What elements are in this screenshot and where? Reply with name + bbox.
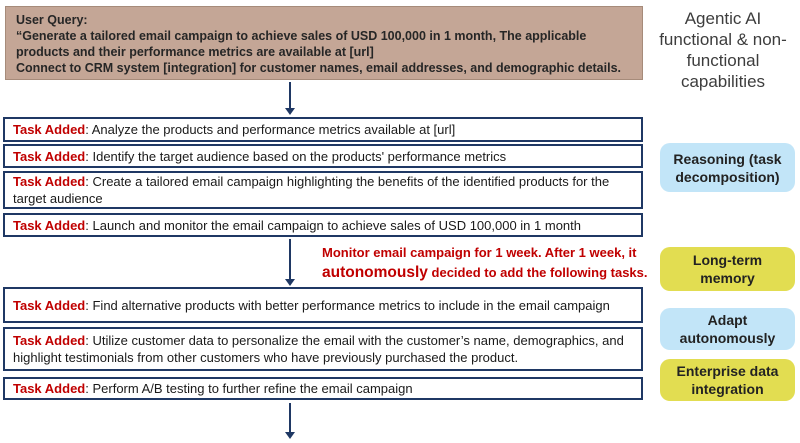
task-added-label: Task Added xyxy=(13,297,86,313)
task-added-label: Task Added xyxy=(13,381,86,396)
task-added-label: Task Added xyxy=(13,174,86,189)
task-separator: : xyxy=(85,148,93,164)
task-text: Analyze the products and performance metrics available at [url] xyxy=(91,122,456,137)
annotation-bold-word: autonomously xyxy=(322,264,428,281)
task-text: Identify the target audience based on the products' performance metrics xyxy=(92,148,507,164)
task-text: Utilize customer data to personalize the email with the customer’s name, demographics, and highlight testimonials from other customers who have previously purchased the product. xyxy=(13,333,624,365)
arrow-head xyxy=(285,432,295,439)
task-separator: : xyxy=(85,174,93,189)
annotation-line1: Monitor email campaign for 1 week. After 1 week, it xyxy=(322,245,637,260)
annotation-line2-rest: decided to add the following tasks. xyxy=(427,265,648,280)
task-box-4 xyxy=(3,213,643,237)
flow-arrow-down-icon xyxy=(284,82,296,115)
sidebar-heading: Agentic AI functional & non-functional capabilities xyxy=(659,9,787,91)
task-box-5 xyxy=(3,287,643,323)
capability-label: Reasoning (task decomposition) xyxy=(673,150,782,185)
flow-arrow-down-icon xyxy=(284,239,296,286)
task-box-2 xyxy=(3,144,643,168)
task-added-label: Task Added xyxy=(13,217,86,233)
capability-reasoning xyxy=(660,143,795,192)
task-added-label: Task Added xyxy=(13,333,86,348)
user-query-body: “Generate a tailored email campaign to achieve sales of USD 100,000 in 1 month, The applicable products and their performance metrics are available at [url] xyxy=(16,29,587,59)
task-text: Perform A/B testing to further refine the email campaign xyxy=(92,381,413,396)
task-separator: : xyxy=(85,122,92,137)
task-box-1 xyxy=(3,117,643,142)
arrow-line xyxy=(289,403,291,434)
task-box-3 xyxy=(3,171,643,209)
task-separator: : xyxy=(85,297,93,313)
flow-arrow-down-icon xyxy=(284,403,296,439)
task-separator: : xyxy=(85,217,93,233)
autonomous-annotation xyxy=(322,243,670,283)
task-text: Find alternative products with better performance metrics to include in the email campaign xyxy=(92,297,610,313)
capability-long-term-memory xyxy=(660,247,795,291)
arrow-head xyxy=(285,108,295,115)
arrow-line xyxy=(289,82,291,110)
task-box-7 xyxy=(3,377,643,400)
capability-label: Enterprise data integration xyxy=(676,363,779,397)
task-separator: : xyxy=(85,381,93,396)
task-box-6 xyxy=(3,327,643,371)
capability-label: Long-term memory xyxy=(692,252,763,286)
task-text: Create a tailored email campaign highlighting the benefits of the identified products for the target audience xyxy=(13,174,610,206)
capability-enterprise-data-integration xyxy=(660,359,795,401)
task-separator: : xyxy=(85,333,93,348)
user-query-footer: Connect to CRM system [integration] for customer names, email addresses, and demographic details. xyxy=(16,61,622,75)
user-query-label: User Query: xyxy=(16,13,88,27)
capability-adapt-autonomously xyxy=(660,308,795,350)
task-added-label: Task Added xyxy=(13,122,86,137)
task-text: Launch and monitor the email campaign to achieve sales of USD 100,000 in 1 month xyxy=(92,217,581,233)
arrow-head xyxy=(285,279,295,286)
task-added-label: Task Added xyxy=(13,148,86,164)
user-query-box xyxy=(5,6,643,80)
arrow-line xyxy=(289,239,291,281)
capability-label: Adapt autonomously xyxy=(679,312,776,346)
